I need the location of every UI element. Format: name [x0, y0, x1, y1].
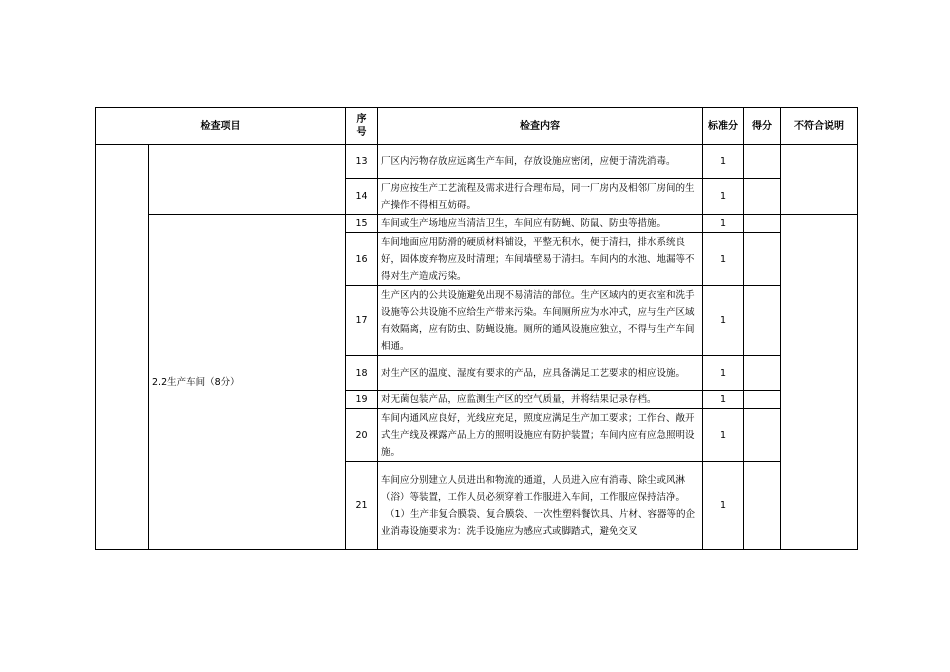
category-cell: [96, 145, 149, 550]
row-score: [744, 462, 781, 550]
header-row: [96, 108, 858, 145]
row-score: [744, 145, 781, 179]
header-score: 得分: [744, 108, 781, 145]
row-seq: 18: [346, 356, 378, 391]
row-score: [744, 215, 781, 233]
row-content: 对生产区的温度、湿度有要求的产品，应具备满足工艺要求的相应设施。: [378, 356, 703, 391]
row-content: 厂房应按生产工艺流程及需求进行合理布局，同一厂房内及相邻厂房间的生产操作不得相互妨碍。: [378, 179, 703, 215]
row-standard: 1: [703, 145, 744, 179]
row-content: 厂区内污物存放应远离生产车间，存放设施应密闭，应便于清洗消毒。: [378, 145, 703, 179]
row-standard: 1: [703, 233, 744, 286]
row-content-para: 车间应分别建立人员进出和物流的通道，人员进入应有消毒、除尘或风淋（浴）等装置，工作人员必须穿着工作服进入车间，工作服应保持洁净。: [381, 474, 686, 503]
row-standard: 1: [703, 409, 744, 462]
header-seq: 序号: [346, 108, 378, 145]
row-seq: 17: [346, 286, 378, 356]
inspection-table: [95, 107, 858, 550]
row-score: [744, 286, 781, 356]
row-standard: 1: [703, 462, 744, 550]
row-seq: 14: [346, 179, 378, 215]
row-nonconform: [781, 215, 858, 550]
row-content: 生产区内的公共设施避免出现不易清洁的部位。生产区域内的更衣室和洗手设施等公共设施不应给生产带来污染。车间厕所应为水冲式，应与生产区域有效隔离，应有防虫、防蝇设施。厕所的通风设施应独立，不得与生产车间相通。: [378, 286, 703, 356]
row-content: 车间或生产场地应当清洁卫生，车间应有防蝇、防鼠、防虫等措施。: [378, 215, 703, 233]
row-score: [744, 179, 781, 215]
section-label: 2.2生产车间（8分）: [149, 215, 346, 550]
row-standard: 1: [703, 215, 744, 233]
header-nonconform: 不符合说明: [781, 108, 858, 145]
row-content: 对无菌包装产品，应监测生产区的空气质量，并将结果记录存档。: [378, 391, 703, 409]
row-standard: 1: [703, 179, 744, 215]
row-content: [378, 462, 703, 550]
row-score: [744, 409, 781, 462]
row-seq: 20: [346, 409, 378, 462]
subcategory-cell: [149, 145, 346, 215]
row-standard: 1: [703, 356, 744, 391]
row-score: [744, 356, 781, 391]
row-content: 车间内通风应良好，光线应充足，照度应满足生产加工要求；工作台、敞开式生产线及裸露产品上方的照明设施应有防护装置；车间内应有应急照明设施。: [378, 409, 703, 462]
table-row: [96, 215, 858, 233]
header-content: 检查内容: [378, 108, 703, 145]
row-seq: 19: [346, 391, 378, 409]
row-seq: 16: [346, 233, 378, 286]
row-nonconform: [781, 145, 858, 215]
header-standard: 标准分: [703, 108, 744, 145]
row-seq: 13: [346, 145, 378, 179]
row-score: [744, 391, 781, 409]
header-item: 检查项目: [96, 108, 346, 145]
row-score: [744, 233, 781, 286]
row-content-para: （1）生产非复合膜袋、复合膜袋、一次性塑料餐饮具、片材、容器等的企业消毒设施要求为：洗手设施应为感应式或脚踏式，避免交叉: [381, 508, 696, 537]
row-standard: 1: [703, 391, 744, 409]
row-seq: 21: [346, 462, 378, 550]
table-row: [96, 145, 858, 179]
row-content: 车间地面应用防滑的硬质材料铺设，平整无积水，便于清扫，排水系统良好，固体废弃物应及时清理；车间墙壁易于清扫。车间内的水池、地漏等不得对生产造成污染。: [378, 233, 703, 286]
row-standard: 1: [703, 286, 744, 356]
row-seq: 15: [346, 215, 378, 233]
